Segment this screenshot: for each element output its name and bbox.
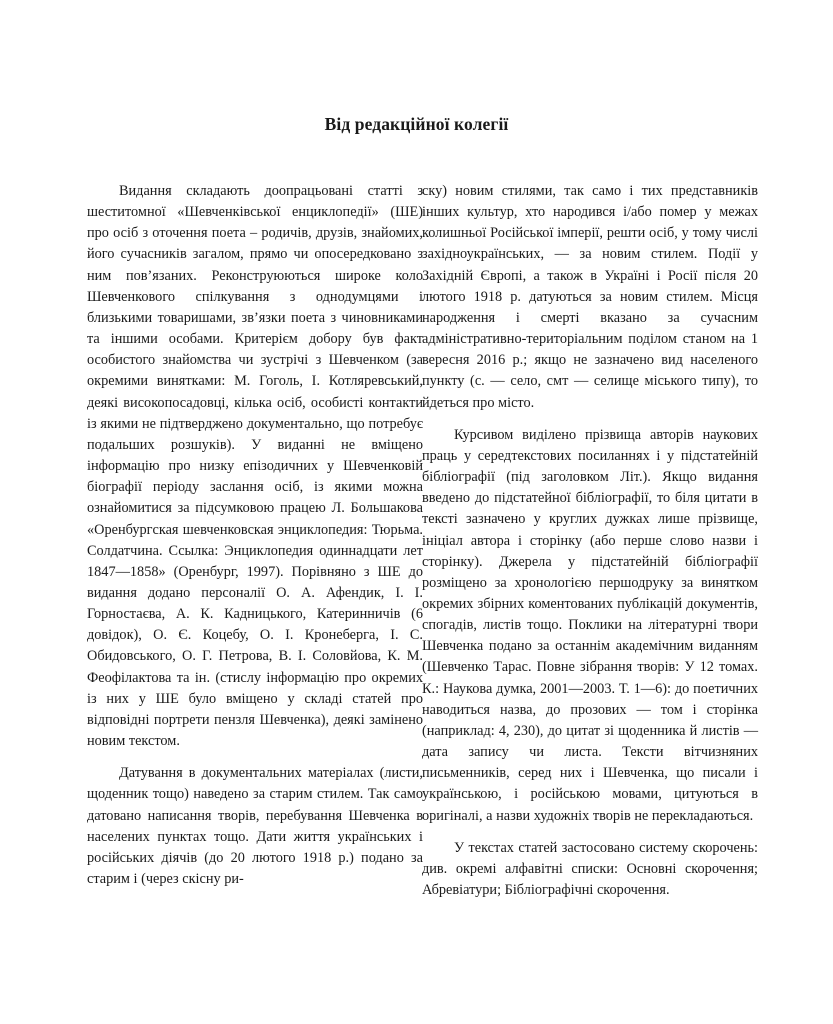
paragraph: Датування в документальних матеріалах (листи, щоденник тощо) наведено за старим стилем. Так само датовано написання творів, перебування Шевченка в населених пунктах тощо. Дати життя українських і російських діячів (до 20 лютого 1918 р.) подано за старим і (через скісну ри- — [87, 765, 423, 887]
paragraph: Курсивом виділено прізвища авторів наукових праць у середтекстових посиланнях і у підстатейній бібліографії (під заголовком Літ.). Якщо видання введено до підстатейної бібліографії, то біля цитати в тексті зазначено у круглих дужках лише прізвище, ініціал автора і сторінку (або перше слово назви і сторінку). Джерела у підстатейній бібліографії розміщено за хронологією першодруку за винятком окремих збірних коментованих публікацій документів, спогадів, листів тощо. Поклики на літературні твори Шевченка подано за останнім академічним виданням (Шевченко Тарас. Повне зібрання творів: У 12 томах. К.: Наукова думка, 2001—2003. Т. 1—6): до поетичних наводиться назва, до прозових — том і сторінка (наприклад: 4, 230), до цитат зі щоденника й листів — дата запису чи листа. Тексти вітчизняних письменників, серед них і Шевченка, що писали і українською, і російською мовами, цитуються в оригіналі, а назви художніх творів не перекладаються. — [422, 426, 758, 824]
paragraph: У текстах статей застосовано систему скорочень: див. окремі алфавітні списки: Основні скорочення; Абревіатури; Бібліографічні скорочення. — [422, 839, 758, 898]
paragraph: ску) новим стилями, так само і тих представників інших культур, хто народився і/або помер у межах колишньої Російської імперії, решти осіб, у тому числі західноукраїнських, — за новим стилем. Події у Західній Європі, а також в Україні і Росії після 20 лютого 1918 р. датуються за новим стилем. Місця народження і смерті вказано за сучасним адміністративно-територіальним поділом станом на 1 вересня 2016 р.; якщо не зазначено вид населеного пункту (с. — село, смт — селище міського типу), то йдеться про місто. — [422, 183, 758, 411]
page-title: Від редакційної колегії — [324, 114, 509, 134]
left-column — [87, 181, 423, 890]
right-column — [422, 181, 758, 901]
paragraph: Видання складають доопрацьовані статті з шеститомної «Шевченківської енциклопедії» (ШЕ) про осіб з оточення поета – родичів, друзів, знайомих, його сучасників загалом, прямо чи опосередковано з ним пов’язаних. Реконструюються широке коло Шевченкового спілкування з однодумцями і близькими товаришами, зв’язки поета з чиновниками та іншими особами. Критерієм добору був факт особистого знайомства чи зустрічі з Шевченком (за окремими винятками: М. Гоголь, І. Котляревський, деякі високопосадовці, кілька осіб, особисті контакти із якими не підтверджено документально, що потребує подальших розшуків). У виданні не вміщено інформацію про низку епізодичних у Шевченковій біографії періоду заслання осіб, із якими можна ознайомитися за підсумковою працею Л. Большакова «Оренбургская шевченковская энциклопедия: Тюрьма. Солдатчина. Ссылка: Энциклопедия одиннадцати лет 1847—1858» (Оренбург, 1997). Порівняно з ШЕ до видання додано персоналії О. А. Афендик, І. І. Горностаєва, А. К. Кадницького, Катеринничів (6 довідок), О. Є. Коцебу, О. І. Кронеберга, І. С. Обидовського, О. Г. Петрова, В. І. Соловйова, К. М. Феофілактова та ін. (стислу інформацію про окремих із них у ШЕ було вміщено у складі статей про відповідні портрети пензля Шевченка), деякі замінено новим текстом. — [87, 183, 423, 750]
